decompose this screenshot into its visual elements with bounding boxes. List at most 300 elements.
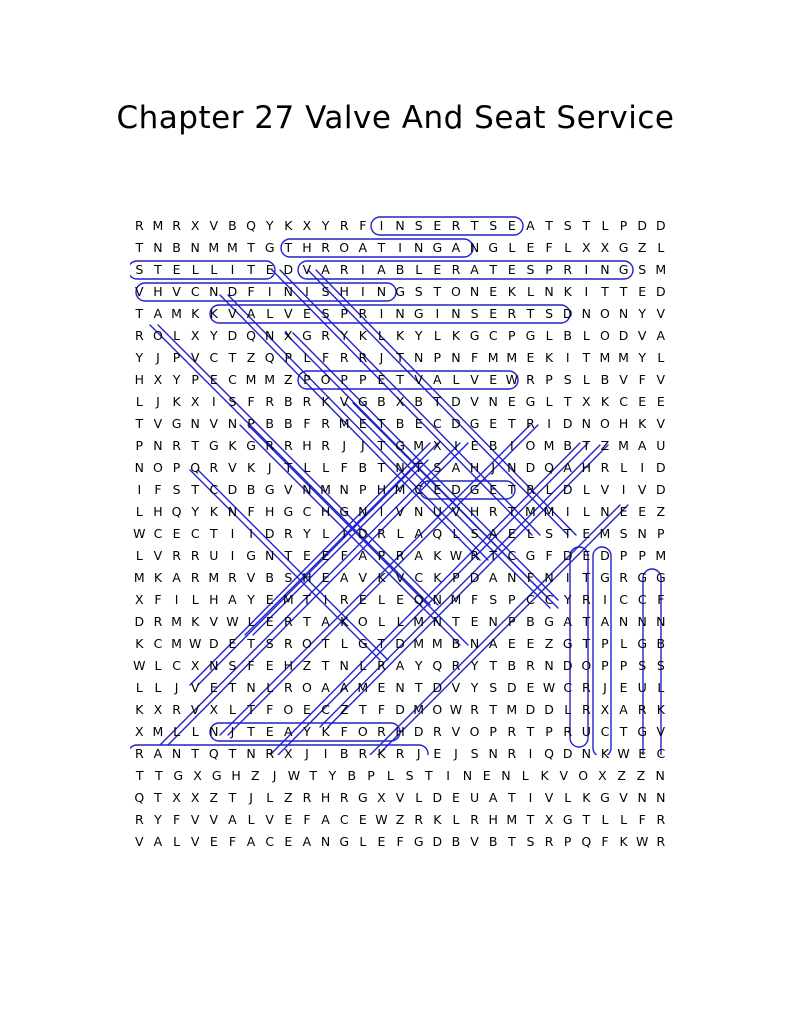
puzzle-cell: R [358, 746, 368, 761]
puzzle-cell: W [542, 680, 556, 695]
puzzle-cell: Y [340, 328, 348, 343]
puzzle-cell: V [451, 724, 461, 739]
puzzle-cell: P [601, 658, 609, 673]
puzzle-cell: R [507, 746, 517, 761]
puzzle-cell: Q [432, 526, 443, 541]
puzzle-cell: N [190, 416, 200, 431]
puzzle-cell: I [323, 746, 328, 761]
puzzle-cell: L [601, 218, 609, 233]
puzzle-cell: K [638, 416, 647, 431]
puzzle-cell: S [228, 658, 237, 673]
puzzle-cell: D [227, 328, 238, 343]
puzzle-cell: R [339, 262, 349, 277]
puzzle-cell: A [656, 328, 666, 343]
puzzle-cell: A [488, 636, 498, 651]
puzzle-cell: R [190, 548, 200, 563]
puzzle-cell: K [656, 702, 665, 717]
puzzle-cell: F [377, 702, 386, 717]
puzzle-cell: N [469, 284, 480, 299]
puzzle-cell: E [582, 548, 591, 563]
puzzle-cell: R [265, 394, 275, 409]
puzzle-cell: P [377, 548, 386, 563]
puzzle-cell: K [377, 746, 386, 761]
puzzle-cell: M [133, 570, 145, 585]
puzzle-cell: T [526, 724, 535, 739]
puzzle-cell: L [452, 812, 460, 827]
puzzle-cell: Y [303, 526, 311, 541]
puzzle-cell: R [321, 438, 330, 453]
puzzle-cell: B [563, 328, 572, 343]
puzzle-cell: X [172, 790, 181, 805]
puzzle-cell: E [377, 834, 386, 849]
puzzle-cell: A [284, 724, 293, 739]
puzzle-row [130, 281, 670, 303]
puzzle-cell: A [321, 812, 330, 827]
puzzle-cell: N [302, 482, 312, 497]
puzzle-cell: L [135, 504, 143, 519]
puzzle-cell: G [246, 438, 256, 453]
puzzle-cell: M [320, 482, 331, 497]
puzzle-cell: J [454, 746, 458, 761]
puzzle-cell: J [342, 438, 347, 453]
puzzle-cell: T [489, 548, 497, 563]
puzzle-cell: D [600, 548, 610, 563]
puzzle-cell: M [431, 636, 443, 651]
puzzle-cell: S [656, 658, 665, 673]
puzzle-cell: I [528, 790, 533, 805]
puzzle-cell: R [451, 218, 461, 233]
puzzle-cell: V [656, 724, 666, 739]
puzzle-cell: B [284, 394, 293, 409]
puzzle-cell: F [247, 394, 255, 409]
puzzle-cell: G [357, 394, 368, 409]
puzzle-cell: D [451, 394, 461, 409]
puzzle-cell: W [133, 658, 146, 673]
puzzle-cell: X [377, 790, 386, 805]
puzzle-cell: V [172, 284, 181, 299]
puzzle-cell: N [246, 680, 256, 695]
puzzle-cell: L [521, 768, 529, 783]
puzzle-cell: G [525, 328, 536, 343]
puzzle-cell: T [452, 614, 460, 629]
puzzle-cell: O [153, 328, 163, 343]
puzzle-cell: L [359, 834, 367, 849]
puzzle-cell: T [582, 636, 591, 651]
puzzle-cell: H [320, 504, 331, 519]
puzzle-cell: K [172, 394, 181, 409]
puzzle-cell: R [358, 350, 368, 365]
puzzle-cell: E [209, 372, 218, 387]
puzzle-cell: I [509, 438, 514, 453]
puzzle-cell: T [247, 636, 255, 651]
puzzle-cell: J [491, 460, 496, 475]
puzzle-row [130, 655, 670, 677]
puzzle-cell: S [470, 306, 479, 321]
puzzle-cell: X [135, 592, 144, 607]
puzzle-cell: N [451, 306, 461, 321]
puzzle-cell: W [636, 834, 649, 849]
puzzle-cell: E [433, 218, 442, 233]
puzzle-cell: L [396, 614, 404, 629]
puzzle-cell: C [172, 658, 181, 673]
puzzle-cell: D [655, 284, 666, 299]
puzzle-cell: S [172, 482, 181, 497]
puzzle-cell: I [211, 394, 216, 409]
puzzle-cell: J [156, 350, 160, 365]
puzzle-cell: U [469, 790, 480, 805]
puzzle-cell: R [283, 526, 293, 541]
puzzle-cell: X [600, 702, 610, 717]
puzzle-cell: G [600, 570, 610, 585]
puzzle-row [130, 523, 670, 545]
puzzle-cell: E [377, 372, 386, 387]
puzzle-cell: A [433, 372, 442, 387]
puzzle-cell: O [432, 702, 443, 717]
puzzle-cell: T [507, 790, 516, 805]
puzzle-cell: T [154, 790, 162, 805]
puzzle-cell: A [451, 240, 461, 255]
puzzle-cell: Z [284, 790, 293, 805]
puzzle-cell: E [489, 372, 498, 387]
puzzle-cell: Q [413, 592, 424, 607]
puzzle-row [130, 611, 670, 633]
puzzle-cell: T [414, 680, 423, 695]
puzzle-cell: L [173, 834, 181, 849]
puzzle-cell: R [619, 570, 628, 585]
puzzle-cell: N [320, 834, 331, 849]
puzzle-cell: G [618, 262, 629, 277]
puzzle-row [130, 677, 670, 699]
puzzle-cell: P [638, 548, 646, 563]
puzzle-cell: V [656, 372, 666, 387]
puzzle-cell: S [433, 460, 442, 475]
puzzle-cell: Q [246, 218, 256, 233]
puzzle-cell: J [305, 746, 309, 761]
puzzle-cell: M [245, 372, 257, 387]
puzzle-cell: C [153, 636, 163, 651]
puzzle-cell: F [247, 504, 255, 519]
puzzle-row [130, 457, 670, 479]
puzzle-cell: O [153, 460, 163, 475]
puzzle-cell: V [284, 306, 293, 321]
puzzle-cell: N [376, 284, 387, 299]
puzzle-cell: N [600, 504, 610, 519]
puzzle-cell: Y [470, 680, 479, 695]
puzzle-cell: M [171, 614, 182, 629]
puzzle-cell: C [432, 416, 442, 431]
puzzle-cell: Y [414, 658, 423, 673]
puzzle-cell: R [656, 812, 666, 827]
puzzle-cell: B [246, 482, 256, 497]
puzzle-cell: Z [302, 658, 312, 673]
puzzle-cell: V [190, 702, 200, 717]
puzzle-cell: T [582, 570, 591, 585]
puzzle-cell: T [155, 768, 163, 783]
puzzle-cell: H [469, 504, 480, 519]
puzzle-cell: D [227, 482, 238, 497]
puzzle-cell: Q [134, 790, 145, 805]
puzzle-cell: N [395, 218, 405, 233]
puzzle-cell: M [152, 218, 164, 233]
puzzle-cell: Y [638, 350, 646, 365]
puzzle-cell: M [543, 504, 555, 519]
puzzle-cell: A [228, 812, 237, 827]
puzzle-cell: X [433, 438, 442, 453]
puzzle-cell: Y [414, 328, 423, 343]
puzzle-cell: V [451, 504, 461, 519]
puzzle-cell: Z [246, 350, 256, 365]
puzzle-cell: A [600, 614, 610, 629]
puzzle-cell: N [395, 460, 405, 475]
puzzle-cell: X [190, 394, 200, 409]
puzzle-cell: E [656, 394, 665, 409]
puzzle-cell: L [191, 592, 199, 607]
puzzle-cell: O [578, 768, 589, 783]
puzzle-cell: R [563, 262, 573, 277]
puzzle-cell: G [208, 438, 219, 453]
puzzle-cell: C [228, 372, 237, 387]
puzzle-cell: R [656, 834, 666, 849]
puzzle-cell: M [506, 812, 518, 827]
puzzle-cell: V [209, 416, 219, 431]
puzzle-cell: T [507, 834, 516, 849]
puzzle-cell: P [359, 482, 367, 497]
puzzle-cell: Q [264, 350, 275, 365]
puzzle-cell: G [600, 790, 610, 805]
puzzle-cell: L [135, 394, 143, 409]
puzzle-cell: M [543, 438, 555, 453]
puzzle-cell: K [600, 746, 610, 761]
puzzle-row [130, 633, 670, 655]
puzzle-cell: A [358, 548, 368, 563]
puzzle-cell: V [284, 482, 293, 497]
puzzle-cell: R [283, 636, 293, 651]
puzzle-cell: N [581, 746, 591, 761]
puzzle-cell: V [470, 834, 479, 849]
puzzle-cell: G [173, 768, 184, 783]
puzzle-cell: C [563, 680, 573, 695]
puzzle-cell: K [191, 614, 200, 629]
puzzle-cell: K [540, 768, 549, 783]
puzzle-cell: E [507, 262, 516, 277]
puzzle-cell: E [284, 834, 293, 849]
puzzle-cell: Z [284, 372, 293, 387]
puzzle-cell: R [339, 350, 349, 365]
puzzle-cell: V [619, 790, 628, 805]
puzzle-cell: G [637, 636, 648, 651]
puzzle-cell: C [414, 482, 424, 497]
puzzle-cell: N [637, 614, 647, 629]
puzzle-cell: L [173, 328, 181, 343]
puzzle-row [130, 765, 670, 787]
puzzle-cell: W [226, 614, 239, 629]
puzzle-cell: T [377, 416, 386, 431]
puzzle-cell: E [489, 416, 498, 431]
puzzle-cell: B [358, 460, 368, 475]
puzzle-cell: B [414, 394, 423, 409]
puzzle-cell: C [507, 548, 517, 563]
puzzle-cell: E [451, 790, 460, 805]
puzzle-cell: H [264, 504, 275, 519]
puzzle-cell: R [600, 460, 610, 475]
puzzle-cell: I [360, 284, 365, 299]
puzzle-cell: M [208, 240, 220, 255]
puzzle-cell: L [433, 328, 441, 343]
puzzle-cell: V [153, 416, 163, 431]
puzzle-cell: N [507, 460, 517, 475]
puzzle-cell: R [526, 482, 535, 497]
puzzle-cell: N [618, 614, 629, 629]
puzzle-cell: M [450, 592, 462, 607]
puzzle-cell: L [191, 262, 199, 277]
puzzle-cell: E [302, 702, 311, 717]
puzzle-cell: T [247, 262, 255, 277]
puzzle-cell: L [526, 284, 534, 299]
puzzle-cell: N [544, 658, 554, 673]
puzzle-cell: I [230, 262, 235, 277]
puzzle-cell: T [526, 306, 535, 321]
puzzle-cell: S [321, 306, 330, 321]
puzzle-cell: R [526, 372, 535, 387]
puzzle-cell: O [357, 614, 368, 629]
puzzle-cell: F [247, 284, 255, 299]
puzzle-cell: E [526, 636, 535, 651]
puzzle-cell: N [414, 240, 424, 255]
puzzle-cell: T [582, 350, 591, 365]
puzzle-cell: D [655, 218, 666, 233]
puzzle-cell: J [603, 680, 607, 695]
puzzle-cell: P [563, 834, 572, 849]
puzzle-cell: G [562, 812, 573, 827]
puzzle-cell: V [190, 680, 200, 695]
puzzle-cell: M [264, 372, 276, 387]
puzzle-cell: N [209, 724, 219, 739]
puzzle-cell: R [470, 548, 479, 563]
puzzle-cell: M [171, 636, 182, 651]
puzzle-cell: E [526, 240, 535, 255]
puzzle-cell: X [395, 394, 405, 409]
puzzle-cell: A [358, 240, 368, 255]
puzzle-cell: T [303, 614, 311, 629]
puzzle-cell: L [452, 372, 460, 387]
puzzle-cell: S [526, 262, 535, 277]
puzzle-cell: B [395, 416, 405, 431]
puzzle-cell: S [405, 768, 414, 783]
puzzle-cell: X [284, 746, 293, 761]
puzzle-cell: E [433, 482, 442, 497]
puzzle-cell: P [359, 372, 367, 387]
puzzle-cell: M [413, 614, 425, 629]
puzzle-cell: L [210, 262, 218, 277]
puzzle-cell: M [618, 438, 629, 453]
puzzle-cell: W [287, 768, 301, 783]
puzzle-cell: T [191, 482, 199, 497]
puzzle-cell: C [209, 482, 219, 497]
puzzle-cell: Q [208, 746, 219, 761]
puzzle-cell: L [415, 262, 423, 277]
puzzle-cell: O [600, 328, 610, 343]
puzzle-cell: T [507, 416, 516, 431]
puzzle-cell: E [470, 438, 479, 453]
puzzle-cell: P [508, 592, 516, 607]
puzzle-cell: Y [328, 768, 337, 783]
puzzle-cell: A [153, 834, 163, 849]
puzzle-cell: T [228, 350, 237, 365]
puzzle-cell: E [507, 526, 516, 541]
puzzle-cell: E [482, 768, 491, 783]
puzzle-cell: V [153, 548, 163, 563]
puzzle-cell: R [172, 218, 181, 233]
puzzle-cell: T [228, 746, 237, 761]
puzzle-cell: B [507, 658, 517, 673]
puzzle-cell: D [637, 218, 647, 233]
puzzle-cell: X [582, 394, 591, 409]
puzzle-cell: F [657, 592, 665, 607]
puzzle-cell: Z [600, 438, 610, 453]
puzzle-cell: T [563, 526, 572, 541]
puzzle-cell: V [265, 812, 274, 827]
puzzle-cell: D [562, 416, 573, 431]
puzzle-cell: N [358, 504, 368, 519]
puzzle-cell: A [395, 658, 405, 673]
puzzle-cell: L [322, 526, 330, 541]
puzzle-cell: X [190, 790, 200, 805]
puzzle-cell: Y [209, 328, 218, 343]
puzzle-cell: L [377, 614, 385, 629]
puzzle-cell: V [395, 790, 405, 805]
puzzle-cell: N [469, 240, 480, 255]
puzzle-cell: K [582, 790, 591, 805]
puzzle-cell: T [228, 680, 237, 695]
puzzle-cell: B [228, 218, 237, 233]
puzzle-cell: S [563, 218, 572, 233]
puzzle-cell: D [227, 284, 238, 299]
puzzle-cell: Y [563, 592, 572, 607]
puzzle-cell: S [489, 592, 498, 607]
puzzle-cell: B [172, 240, 181, 255]
puzzle-cell: S [414, 284, 423, 299]
puzzle-cell: V [358, 570, 368, 585]
puzzle-cell: R [283, 680, 293, 695]
puzzle-cell: Y [154, 812, 162, 827]
puzzle-cell: S [638, 658, 647, 673]
puzzle-cell: V [190, 350, 200, 365]
puzzle-cell: F [545, 240, 553, 255]
puzzle-cell: A [488, 526, 498, 541]
puzzle-cell: J [249, 790, 253, 805]
puzzle-cell: D [525, 702, 536, 717]
puzzle-cell: L [266, 306, 274, 321]
puzzle-cell: M [413, 702, 425, 717]
puzzle-cell: I [584, 262, 589, 277]
puzzle-cell: K [191, 306, 200, 321]
puzzle-cell: T [377, 460, 386, 475]
puzzle-cell: L [377, 328, 385, 343]
puzzle-cell: U [637, 680, 647, 695]
puzzle-cell: E [433, 262, 442, 277]
puzzle-cell: T [284, 460, 293, 475]
puzzle-cell: X [153, 702, 163, 717]
puzzle-cell: I [528, 746, 533, 761]
puzzle-cell: E [172, 262, 181, 277]
puzzle-cell: T [247, 702, 255, 717]
puzzle-cell: M [506, 702, 518, 717]
puzzle-cell: L [564, 702, 572, 717]
puzzle-cell: E [358, 592, 367, 607]
puzzle-cell: C [656, 746, 666, 761]
puzzle-cell: T [582, 438, 591, 453]
puzzle-cell: L [657, 680, 665, 695]
